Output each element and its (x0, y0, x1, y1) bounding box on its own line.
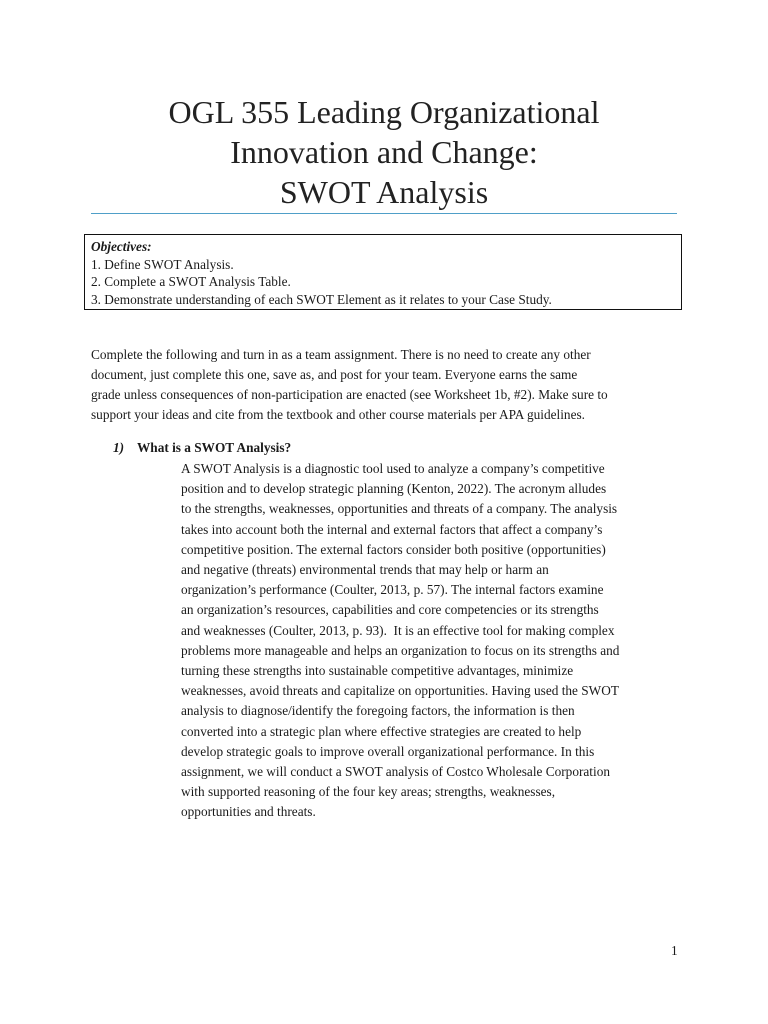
answer-line: weaknesses, avoid threats and capitalize on opportunities. Having used the SWOT (181, 683, 619, 699)
intro-line: Complete the following and turn in as a team assignment. There is no need to create any other (91, 347, 591, 362)
intro-line: document, just complete this one, save as, and post for your team. Everyone earns the same (91, 367, 578, 382)
answer-line: competitive position. The external factors consider both positive (opportunities) (181, 541, 606, 557)
question-heading (113, 439, 291, 457)
answer-line: takes into account both the internal and external factors that affect a company’s (181, 521, 603, 537)
answer-line: develop strategic goals to improve overall organizational performance. In this (181, 743, 595, 759)
title-line-1: OGL 355 Leading Organizational (168, 94, 600, 130)
objectives-heading: Objectives: (91, 239, 152, 254)
page-number: 1 (671, 943, 678, 958)
answer-line: organization’s performance (Coulter, 2013, p. 57). The internal factors examine (181, 582, 604, 598)
objective-item: 1. Define SWOT Analysis. (91, 256, 234, 272)
answer-line: turning these strengths into sustainable competitive advantages, minimize (181, 663, 574, 679)
answer-line: with supported reasoning of the four key areas; strengths, weaknesses, (181, 784, 556, 800)
intro-line: grade unless consequences of non-participation are enacted (see Worksheet 1b, #2). Make sure to (91, 387, 608, 402)
objective-item: 3. Demonstrate understanding of each SWOT Element as it relates to your Case Study. (91, 291, 552, 307)
answer-line: and negative (threats) environmental trends that may help or harm an (181, 562, 549, 578)
answer-line: opportunities and threats. (181, 804, 316, 820)
answer-line: converted into a strategic plan where effective strategies are created to help (181, 723, 582, 739)
intro-paragraph (91, 345, 691, 425)
answer-line: analysis to diagnose/identify the foregoing factors, the information is then (181, 703, 575, 719)
answer-line: problems more manageable and helps an organization to focus on its strengths and (181, 642, 620, 658)
title-divider (91, 213, 677, 214)
answer-line: an organization’s resources, capabilities and core competencies or its strengths (181, 602, 599, 618)
title-line-3: SWOT Analysis (279, 174, 489, 210)
answer-line: and weaknesses (Coulter, 2013, p. 93). It is an effective tool for making complex (181, 622, 615, 638)
answer-paragraph (181, 459, 701, 823)
answer-line: A SWOT Analysis is a diagnostic tool used to analyze a company’s competitive (181, 461, 605, 476)
objective-item: 2. Complete a SWOT Analysis Table. (91, 274, 291, 289)
objectives-box (84, 234, 682, 310)
title-line-2: Innovation and Change: (230, 134, 538, 170)
answer-line: assignment, we will conduct a SWOT analysis of Costco Wholesale Corporation (181, 764, 610, 780)
document-title (0, 92, 768, 212)
answer-line: position and to develop strategic planning (Kenton, 2022). The acronym alludes (181, 481, 607, 497)
question-number: 1) (113, 440, 125, 455)
intro-line: support your ideas and cite from the textbook and other course materials per APA guidelines. (91, 407, 585, 422)
answer-line: to the strengths, weaknesses, opportunities and threats of a company. The analysis (181, 501, 618, 517)
question-text: What is a SWOT Analysis? (137, 440, 292, 455)
